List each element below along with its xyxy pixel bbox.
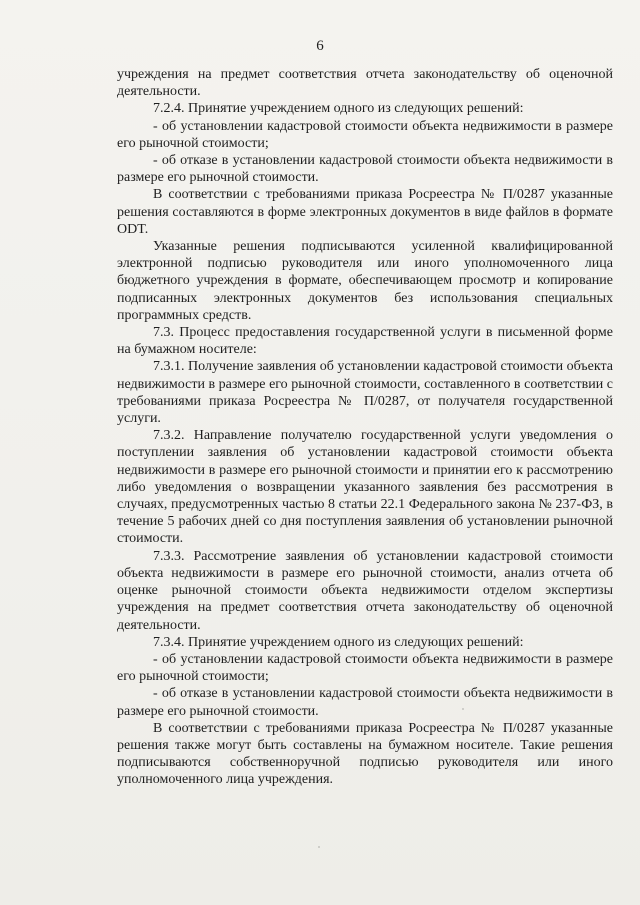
list-item-decision-establish-paper: - об установлении кадастровой стоимости объекта недвижимости в размере его рыночной стоимости; — [117, 651, 613, 685]
paragraph-paper-form: В соответствии с требованиями приказа Росреестра № П/0287 указанные решения также могут быть составлены на бумажном носителе. Такие решения подписываются собственноручной подписью руководителя или иного уполномоченного лица учреждения. — [117, 720, 613, 788]
paragraph-7-2-4: 7.2.4. Принятие учреждением одного из следующих решений: — [153, 101, 524, 117]
scan-speck — [462, 708, 464, 710]
list-item-decision-refuse-paper: - об отказе в установлении кадастровой стоимости объекта недвижимости в размере его рыночной стоимости. — [117, 686, 613, 719]
paragraph-7-3-1: 7.3.1. Получение заявления об установлении кадастровой стоимости объекта недвижимости в размере его рыночной стоимости, составленного в соответствии с требованиями приказа Росреестра № П/0287, от получателя государственной услуги. — [117, 359, 613, 427]
paragraph-electronic-form: В соответствии с требованиями приказа Росреестра № П/0287 указанные решения составляются в форме электронных документов в виде файлов в формате ODT. — [117, 187, 613, 237]
page-number: 6 — [316, 38, 324, 54]
paragraph-continuation: учреждения на предмет соответствия отчета законодательству об оценочной деятельности. — [117, 67, 613, 100]
paragraph-7-3-3: 7.3.3. Рассмотрение заявления об установлении кадастровой стоимости объекта недвижимости в размере его рыночной стоимости, анализ отчета об оценке рыночной стоимости объекта недвижимости отделом экспертизы учреждения на предмет соответствия отчета законодательству об оценочной деятельности. — [117, 548, 613, 633]
paragraph-7-3: 7.3. Процесс предоставления государственной услуги в письменной форме на бумажном носителе: — [117, 325, 613, 358]
list-item-decision-establish: - об установлении кадастровой стоимости объекта недвижимости в размере его рыночной стоимости; — [117, 118, 613, 151]
paragraph-electronic-signature: Указанные решения подписываются усиленной квалифицированной электронной подписью руководителя или иного уполномоченного лица бюджетного учреждения в формате, обеспечивающем просмотр и копирование подписанных электронных документов без использования специальных программных средств. — [117, 239, 613, 323]
paragraph-7-3-2: 7.3.2. Направление получателю государственной услуги уведомления о поступлении заявления об установлении кадастровой стоимости объекта недвижимости в размере его рыночной стоимости и принятии его к рассмотрению либо уведомления о возвращении указанного заявления без рассмотрения в случаях, предусмотренных частью 8 статьи 22.1 Федерального закона № 237-ФЗ, в течение 5 рабочих дней со дня поступления заявления об установлении рыночной стоимости. — [117, 428, 613, 547]
list-item-decision-refuse: - об отказе в установлении кадастровой стоимости объекта недвижимости в размере его рыночной стоимости. — [117, 153, 613, 186]
document-body — [117, 66, 613, 789]
paragraph-7-3-4: 7.3.4. Принятие учреждением одного из следующих решений: — [153, 634, 524, 650]
scan-speck — [318, 846, 320, 848]
